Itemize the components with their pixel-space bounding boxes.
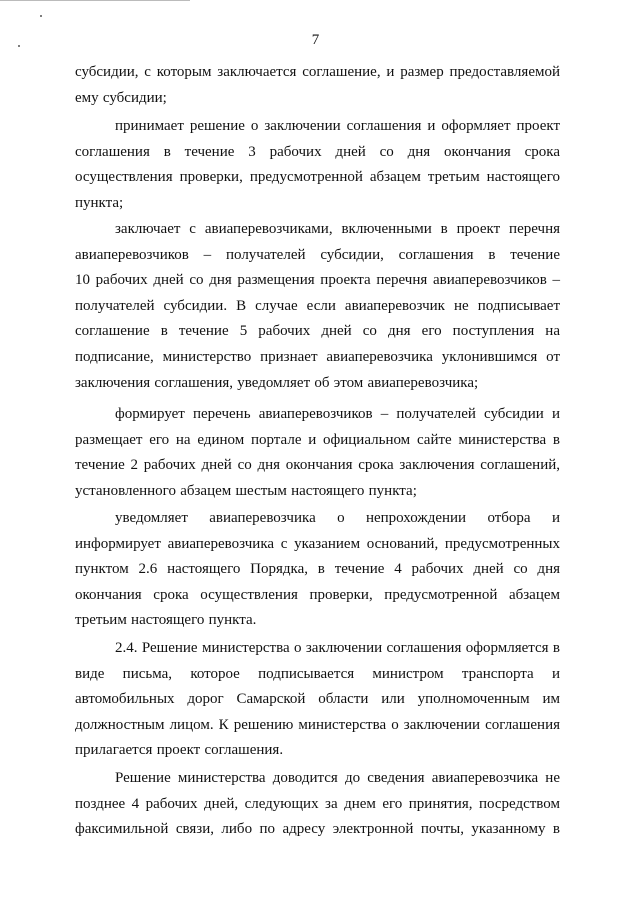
text-line: виде письма, которое подписывается министром транспорта и xyxy=(75,665,560,682)
text-line: пунктом 2.6 настоящего Порядка, в течение 4 рабочих дней со дня xyxy=(75,561,560,578)
text-line: осуществления проверки, предусмотренной абзацем третьим настоящего xyxy=(75,169,560,186)
text-line: окончания срока осуществления проверки, предусмотренной абзацем xyxy=(75,586,560,603)
text-line: прилагается проект соглашения. xyxy=(75,742,284,759)
text-line: формирует перечень авиаперевозчиков – получателей субсидии и xyxy=(115,406,560,422)
paragraph-subsidy-size xyxy=(75,60,560,111)
text-line: авиаперевозчиков – получателей субсидии, соглашения в течение xyxy=(75,246,560,263)
text-line: установленного абзацем шестым настоящего пункта; xyxy=(75,482,417,499)
text-line: пункта; xyxy=(75,194,124,211)
paragraph-notifies xyxy=(75,506,560,634)
text-line: размещает его на едином портале и официальном сайте министерства в xyxy=(75,431,560,448)
text-line: 10 рабочих дней со дня размещения проекта перечня авиаперевозчиков – xyxy=(75,272,560,289)
text-line: уведомляет авиаперевозчика о непрохождении отбора и xyxy=(115,510,560,526)
text-line: течение 2 рабочих дней со дня окончания срока заключения соглашений, xyxy=(75,457,560,474)
text-line: Решение министерства доводится до сведения авиаперевозчика не xyxy=(115,770,560,786)
text-line: автомобильных дорог Самарской области или уполномоченным им xyxy=(75,691,560,708)
paragraph-forms-list xyxy=(75,402,560,504)
paragraph-decision xyxy=(75,114,560,216)
text-line: информирует авиаперевозчика с указанием оснований, предусмотренных xyxy=(75,535,560,552)
scan-speck xyxy=(40,15,42,17)
text-line: соглашение в течение 5 рабочих дней со дня его поступления на xyxy=(75,323,560,340)
text-line: субсидии, с которым заключается соглашение, и размер предоставляемой xyxy=(75,64,560,80)
page-number: 7 xyxy=(311,32,320,48)
text-line: соглашения в течение 3 рабочих дней со дня окончания срока xyxy=(75,143,560,160)
text-line: подписание, министерство признает авиаперевозчика уклонившимся от xyxy=(75,348,560,365)
text-line: позднее 4 рабочих дней, следующих за днем его принятия, посредством xyxy=(75,795,560,812)
text-line: 2.4. Решение министерства о заключении соглашения оформляется в xyxy=(115,640,560,656)
scan-edge-line xyxy=(0,0,190,1)
text-line: факсимильной связи, либо по адресу электронной почты, указанному в xyxy=(75,821,560,838)
text-line: ему субсидии; xyxy=(75,89,167,106)
text-line: получателей субсидии. В случае если авиаперевозчик не подписывает xyxy=(75,297,560,314)
text-line: заключения соглашения, уведомляет об этом авиаперевозчика; xyxy=(75,374,479,391)
text-line: принимает решение о заключении соглашения и оформляет проект xyxy=(115,118,560,134)
paragraph-concludes-agreements xyxy=(75,217,560,396)
text-line: заключает с авиаперевозчиками, включенными в проект перечня xyxy=(115,221,560,237)
text-line: должностным лицом. К решению министерства о заключении соглашения xyxy=(75,716,560,733)
paragraph-decision-delivery xyxy=(75,766,560,843)
text-line: третьим настоящего пункта. xyxy=(75,612,257,629)
paragraph-2-4-decision-letter xyxy=(75,636,560,764)
